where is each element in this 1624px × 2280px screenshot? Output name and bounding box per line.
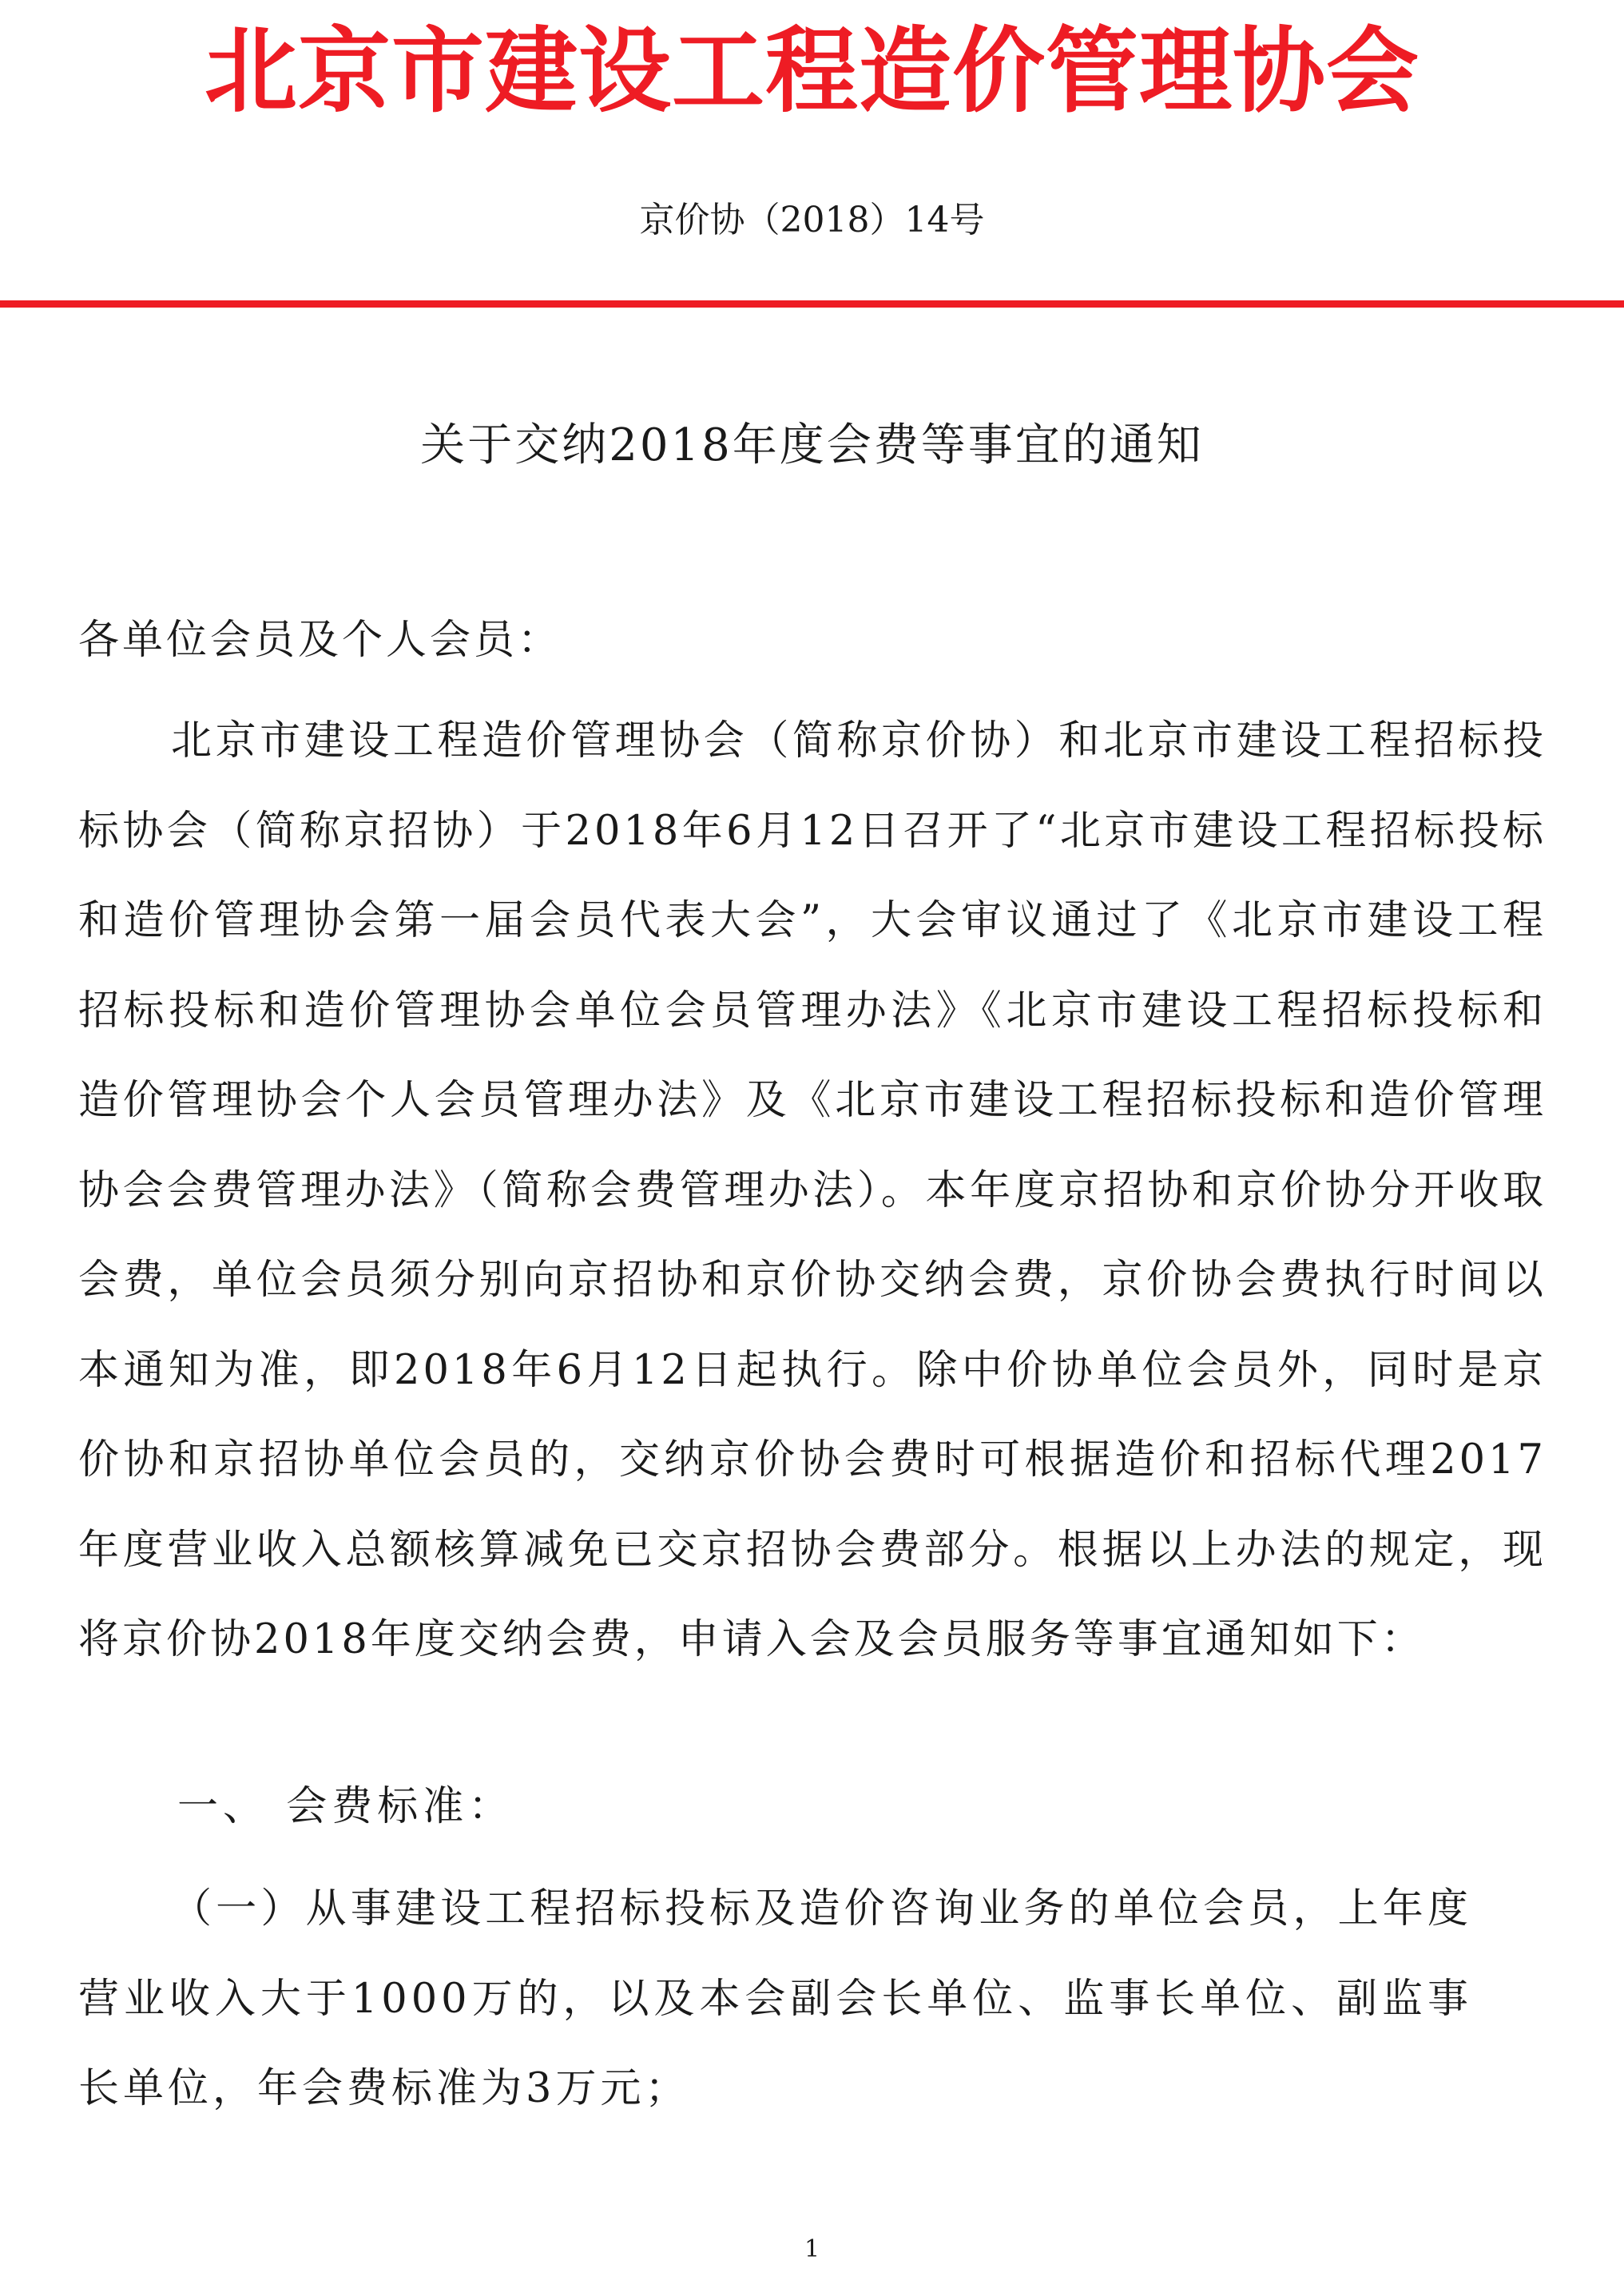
page-number: 1 [804,2235,820,2263]
section-heading-fee-standard: 一、 会费标准： [177,1783,514,1830]
organization-header: 北京市建设工程造价管理协会 [204,17,1420,125]
document-title: 关于交纳2018年度会费等事宜的通知 [420,419,1204,471]
salutation: 各单位会员及个人会员： [78,617,562,664]
document-number: 京价协（2018）14号 [639,200,985,240]
fee-clause-1: （一）从事建设工程招标投标及造价咨询业务的单位会员，上年度营业收入大于1000万的，以及本会副会长单位、监事长单位、副监事长单位，年会费标准为3万元； [78,1885,1472,2112]
header-divider [0,300,1624,308]
body-paragraph: 北京市建设工程造价管理协会（简称京价协）和北京市建设工程招标投标协会（简称京招协）于2018年6月12日召开了“北京市建设工程招标投标和造价管理协会第一届会员代表大会”，大会审议通过了《北京市建设工程招标投标和造价管理协会单位会员管理办法》《北京市建设工程招标投标和造价管理协会个人会员管理办法》及《北京市建设工程招标投标和造价管理协会会费管理办法》（简称会费管理办法）。本年度京招协和京价协分开收取会费，单位会员须分别向京招协和京价协交纳会费，京价协会费执行时间以本通知为准，即2018年6月12日起执行。除中价协单位会员外，同时是京价协和京招协单位会员的，交纳京价协会费时可根据造价和招标代理2017年度营业收入总额核算减免已交京招协会费部分。根据以上办法的规定，现将京价协2018年度交纳会费，申请入会及会员服务等事宜通知如下： [78,717,1547,1663]
